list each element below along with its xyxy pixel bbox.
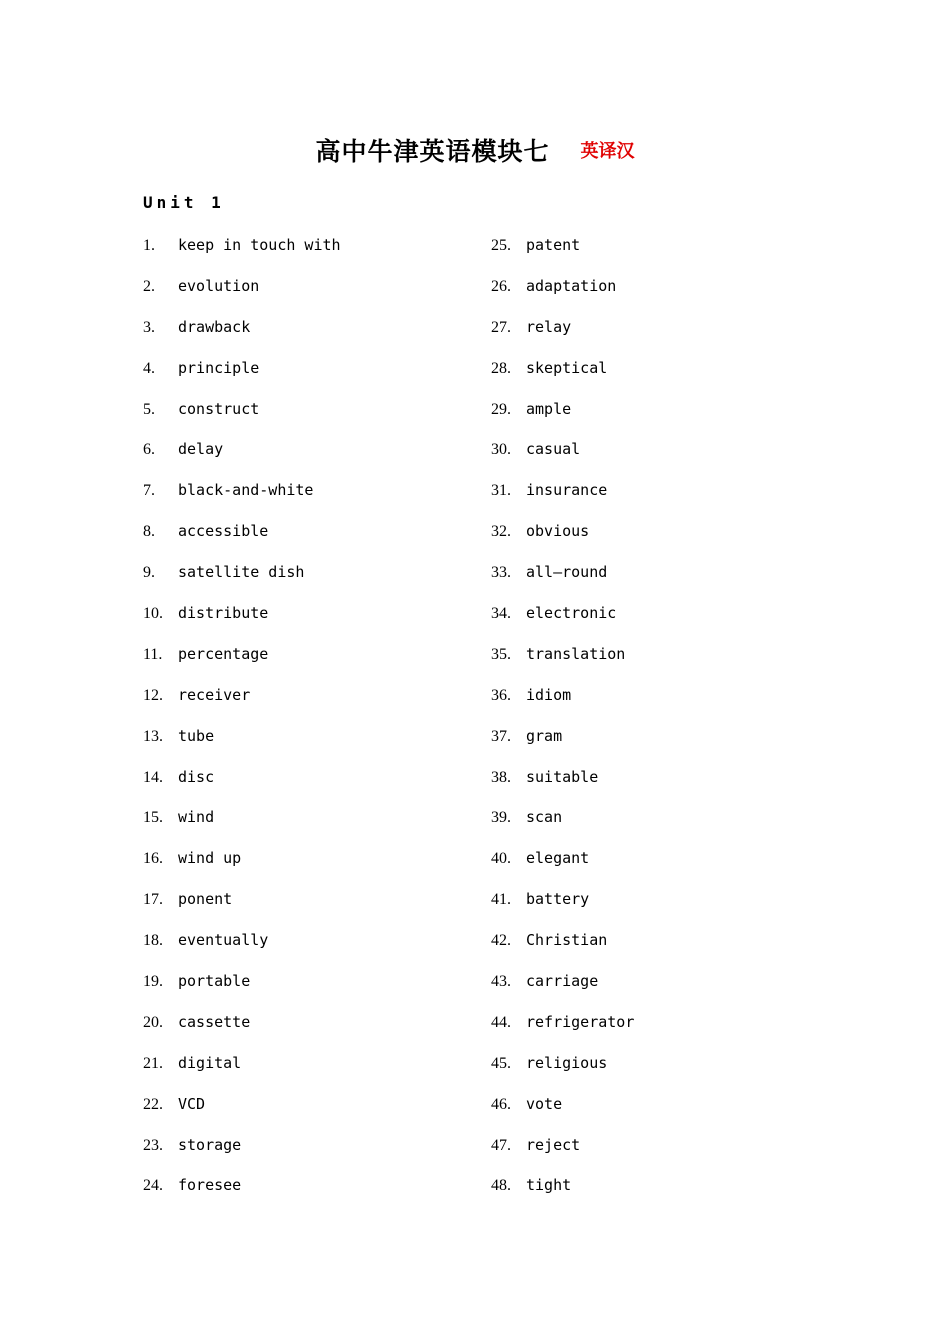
vocab-item: [491, 841, 831, 882]
vocab-word: construct: [178, 399, 260, 418]
vocab-item: [491, 1005, 831, 1046]
vocab-number: 36.: [491, 686, 511, 704]
vocab-number: 13.: [143, 727, 163, 745]
vocab-word: black-and-white: [178, 481, 314, 500]
vocab-word: adaptation: [526, 276, 617, 295]
vocab-item: [143, 882, 483, 923]
vocab-number: 35.: [491, 645, 511, 663]
vocab-number: 17.: [143, 891, 163, 909]
vocab-item: [491, 228, 831, 269]
vocab-item: [143, 596, 483, 637]
vocab-number: 30.: [491, 441, 511, 459]
vocab-number: 6.: [143, 441, 155, 459]
vocab-item: [491, 555, 831, 596]
vocab-item: [491, 473, 831, 514]
vocab-number: 40.: [491, 850, 511, 868]
vocab-item: [143, 1168, 483, 1209]
vocab-item: [143, 719, 483, 760]
vocab-item: [143, 841, 483, 882]
vocab-word: reject: [526, 1135, 581, 1154]
vocab-word: patent: [526, 236, 581, 254]
vocab-word: vote: [526, 1094, 563, 1113]
vocab-number: 5.: [143, 400, 155, 418]
vocab-number: 26.: [491, 277, 511, 295]
vocab-number: 47.: [491, 1136, 511, 1154]
vocab-word: Christian: [526, 931, 608, 950]
vocab-number: 18.: [143, 932, 163, 950]
vocab-word: gram: [526, 726, 563, 745]
vocab-item: [491, 1087, 831, 1128]
vocab-item: [491, 882, 831, 923]
vocab-word: digital: [178, 1053, 242, 1072]
vocab-number: 25.: [491, 237, 511, 254]
vocab-item: [143, 555, 483, 596]
vocab-word: ample: [526, 399, 572, 418]
vocab-word: disc: [178, 767, 215, 786]
vocab-item: [491, 269, 831, 310]
vocab-column-left: [143, 228, 483, 1209]
vocab-item: [491, 678, 831, 719]
vocab-item: [143, 1087, 483, 1128]
vocab-item: [143, 1005, 483, 1046]
vocab-word: principle: [178, 358, 260, 377]
vocab-word: tube: [178, 726, 215, 745]
vocab-item: [143, 310, 483, 351]
vocab-number: 38.: [491, 768, 511, 786]
page-title: [0, 132, 950, 168]
vocab-number: 20.: [143, 1013, 163, 1031]
vocab-number: 12.: [143, 686, 163, 704]
vocab-word: skeptical: [526, 358, 608, 377]
vocab-item: [491, 760, 831, 801]
vocab-word: scan: [526, 808, 563, 827]
vocab-item: [491, 800, 831, 841]
vocab-word: suitable: [526, 767, 599, 786]
vocab-item: [491, 719, 831, 760]
vocab-word: elegant: [526, 849, 590, 868]
title-main: 高中牛津英语模块七: [315, 137, 550, 166]
vocab-number: 16.: [143, 850, 163, 868]
vocab-item: [143, 514, 483, 555]
vocab-number: 46.: [491, 1095, 511, 1113]
vocab-item: [143, 637, 483, 678]
vocab-number: 45.: [491, 1054, 511, 1072]
vocab-word: casual: [526, 440, 581, 459]
title-subtitle: 英译汉: [580, 141, 635, 162]
vocab-item: [491, 964, 831, 1005]
vocab-word: wind up: [178, 849, 242, 868]
vocab-number: 21.: [143, 1054, 163, 1072]
vocab-item: [143, 228, 483, 269]
vocab-number: 10.: [143, 605, 163, 623]
vocab-item: [143, 1128, 483, 1169]
vocab-word: tight: [526, 1176, 572, 1195]
vocab-word: foresee: [178, 1176, 242, 1195]
vocab-word: refrigerator: [526, 1012, 635, 1031]
vocab-word: percentage: [178, 644, 269, 663]
vocab-word: carriage: [526, 972, 599, 991]
vocab-item: [491, 1168, 831, 1209]
vocab-number: 37.: [491, 727, 511, 745]
vocab-word: ponent: [178, 890, 233, 909]
vocab-word: all—round: [526, 563, 608, 582]
vocab-number: 34.: [491, 605, 511, 623]
vocab-number: 22.: [143, 1095, 163, 1113]
vocab-item: [143, 800, 483, 841]
vocab-item: [491, 1128, 831, 1169]
vocab-word: delay: [178, 440, 224, 459]
vocab-item: [143, 269, 483, 310]
vocab-column-right: [491, 228, 831, 1209]
vocab-item: [143, 473, 483, 514]
vocab-word: distribute: [178, 604, 269, 623]
vocab-number: 14.: [143, 768, 163, 786]
vocab-number: 24.: [143, 1177, 163, 1195]
vocab-word: battery: [526, 890, 590, 909]
vocab-number: 8.: [143, 523, 155, 541]
vocab-word: cassette: [178, 1012, 251, 1031]
vocab-item: [143, 392, 483, 433]
vocab-word: eventually: [178, 931, 269, 950]
vocab-number: 31.: [491, 482, 511, 500]
vocab-item: [491, 923, 831, 964]
vocab-word: keep in touch with: [178, 236, 341, 254]
vocab-item: [143, 760, 483, 801]
vocab-item: [491, 392, 831, 433]
vocab-number: 4.: [143, 359, 155, 377]
vocab-number: 41.: [491, 891, 511, 909]
vocab-word: VCD: [178, 1094, 206, 1113]
vocab-word: portable: [178, 972, 251, 991]
vocab-number: 48.: [491, 1177, 511, 1195]
vocab-word: evolution: [178, 276, 260, 295]
vocab-number: 33.: [491, 564, 511, 582]
vocab-word: receiver: [178, 685, 251, 704]
vocab-word: translation: [526, 644, 626, 663]
vocab-word: relay: [526, 317, 572, 336]
vocab-number: 39.: [491, 809, 511, 827]
vocab-item: [491, 351, 831, 392]
vocab-word: drawback: [178, 317, 251, 336]
vocab-number: 9.: [143, 564, 155, 582]
vocab-item: [491, 514, 831, 555]
vocab-number: 27.: [491, 318, 511, 336]
vocab-word: storage: [178, 1135, 242, 1154]
vocab-item: [491, 310, 831, 351]
vocab-number: 11.: [143, 645, 163, 663]
vocab-number: 3.: [143, 318, 155, 336]
vocab-item: [491, 1046, 831, 1087]
vocab-item: [143, 964, 483, 1005]
vocab-number: 23.: [143, 1136, 163, 1154]
vocab-word: satellite dish: [178, 563, 305, 582]
vocab-number: 29.: [491, 400, 511, 418]
vocab-word: wind: [178, 808, 215, 827]
vocab-item: [143, 923, 483, 964]
vocab-word: obvious: [526, 522, 590, 541]
vocab-item: [143, 351, 483, 392]
vocab-number: 19.: [143, 973, 163, 991]
vocab-number: 28.: [491, 359, 511, 377]
vocab-item: [491, 637, 831, 678]
vocab-number: 7.: [143, 482, 155, 500]
vocab-number: 44.: [491, 1013, 511, 1031]
vocab-item: [143, 678, 483, 719]
vocab-number: 43.: [491, 973, 511, 991]
vocab-word: religious: [526, 1053, 608, 1072]
vocab-item: [143, 432, 483, 473]
vocab-number: 2.: [143, 277, 155, 295]
vocab-word: electronic: [526, 604, 617, 623]
vocab-word: insurance: [526, 481, 608, 500]
vocab-word: accessible: [178, 522, 269, 541]
vocab-number: 42.: [491, 932, 511, 950]
vocab-word: idiom: [526, 685, 572, 704]
vocab-number: 15.: [143, 809, 163, 827]
vocab-item: [491, 596, 831, 637]
vocab-item: [491, 432, 831, 473]
vocab-item: [143, 1046, 483, 1087]
unit-heading: Unit 1: [143, 193, 225, 212]
vocab-number: 32.: [491, 523, 511, 541]
vocab-number: 1.: [143, 237, 155, 254]
